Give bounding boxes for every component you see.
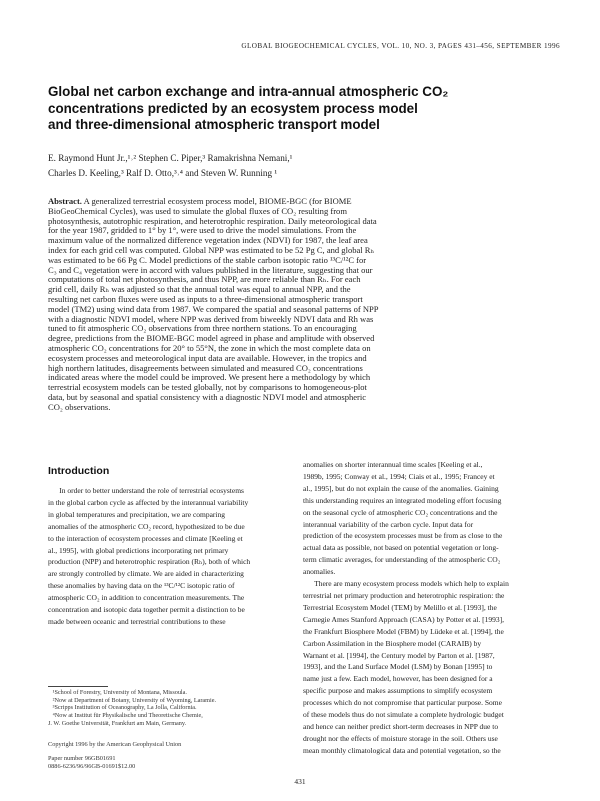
page-number: 431 <box>294 777 306 786</box>
abstract-line: tuned to fit atmospheric CO₂ observations from three northern stations. To an encouraging <box>48 324 357 334</box>
abstract-line: maximum value of the normalized difference vegetation index (NDVI) for 1987, the leaf area <box>48 236 368 246</box>
abstract-label: Abstract. <box>48 197 82 206</box>
body-text-line: concentration and isotopic data together permit a distinction to be <box>48 605 245 615</box>
article-title <box>48 84 548 134</box>
title-line: and three-dimensional atmospheric transport model <box>48 117 380 132</box>
body-text-line: of these models thus do not simulate a complete hydrologic budget <box>303 710 504 720</box>
body-text-line: In order to better understand the role of terrestrial ecosystems <box>48 486 244 495</box>
body-text-line: al., 1995], with global predictions incorporating net primary <box>48 545 229 555</box>
body-text-line: drought nor the effects of moisture storage in the soil. Others use <box>303 733 498 743</box>
body-text-line: to the interaction of ecosystem processes and climate [Keeling et <box>48 533 243 543</box>
body-text-line: 1993], and the Land Surface Model (LSM) by Bonan [1995] to <box>303 662 493 672</box>
author-line: Charles D. Keeling,³ Ralf D. Otto,³˒⁴ and Steven W. Running ¹ <box>48 168 278 178</box>
body-text-line: in global temperatures and precipitation, we are comparing <box>48 509 226 519</box>
body-text-line: Warnant et al. [1994], the Century model by Parton et al. [1987, <box>303 650 495 660</box>
body-text-line: processes which do not compromise that particular purpose. Some <box>303 698 502 708</box>
body-text-line: actual data as possible, not based on potential vegetation or long- <box>303 543 499 553</box>
abstract-line: photosynthesis, autotrophic respiration, and heterotrophic respiration. Daily meteorological data <box>48 216 377 226</box>
body-text-line: 1989b, 1995; Conway et al., 1994; Ciais et al., 1995; Francey et <box>303 471 495 481</box>
abstract-line: model (TM2) using wind data from 1987. We compared the spatial and seasonal patterns of NPP <box>48 304 379 314</box>
footnote-rule <box>48 686 108 687</box>
body-text-line: anomalies on shorter interannual time scales [Keeling et al., <box>303 460 483 469</box>
paper-number: Paper number 96GB01691 <box>48 755 116 762</box>
body-text-line: made between oceanic and terrestrial contributions to these <box>48 616 226 626</box>
body-text-line: interannual variability of the carbon cycle. Input data for <box>303 519 474 529</box>
body-text-line: anomalies. <box>303 567 336 577</box>
abstract-text: A generalized terrestrial ecosystem process model, BIOME-BGC (for BIOME <box>83 197 352 206</box>
body-text-line: Carnegie Ames Stanford Approach (CASA) by Potter et al. [1993], <box>303 614 505 624</box>
body-text-line: Terrestrial Ecosystem Model (TEM) by Melillo et al. [1993], the <box>303 602 497 612</box>
body-text-line: in the global carbon cycle as affected by the interannual variability <box>48 497 249 507</box>
footnote-line: ⁴Now at Institut für Physikalische und Theoretische Chemie, <box>48 712 203 720</box>
body-text-line: al., 1995], but do not explain the cause of the anomalies. Gaining <box>303 483 499 493</box>
body-text-line: and hence can neither predict short-term decreases in NPP due to <box>303 721 499 731</box>
footnote-line: ¹School of Forestry, University of Montana, Missoula. <box>48 689 187 696</box>
body-text-line: specific purpose and makes assumptions to simplify ecosystem <box>303 686 493 696</box>
body-text-line: Carbon Assimilation in the Biosphere model (CARAIB) by <box>303 638 482 648</box>
abstract-line: indicated areas where the model could be improved. We present here a methodology by which <box>48 373 371 383</box>
abstract-line: CO₂ observations. <box>48 402 111 412</box>
body-text-line: term climatic averages, for understanding of the atmospheric CO₂ <box>303 555 501 565</box>
title-line: concentrations predicted by an ecosystem process model <box>48 100 418 116</box>
left-column-text <box>48 485 290 628</box>
body-text-line: terrestrial net primary production and heterotrophic respiration: the <box>303 590 505 600</box>
title-line: Global net carbon exchange and intra-annual atmospheric CO₂ <box>48 84 449 99</box>
abstract-line: was estimated to be 66 Pg C. Model predictions of the stable carbon isotopic ratio ¹³C/¹²C for <box>48 255 367 265</box>
body-text-line: name just a few. Each model, however, has been designed for a <box>303 674 493 684</box>
abstract-line: for the year 1987, gridded to 1° by 1°, were used to drive the model simulations. From the <box>48 226 357 236</box>
body-text-line: There are many ecosystem process models which help to explain <box>303 579 509 589</box>
abstract-line: ecosystem processes and meteorological input data are available. However, in the tropics and <box>48 353 367 363</box>
abstract-line: high northern latitudes, disagreements between simulated and measured CO₂ concentrations <box>48 363 363 373</box>
abstract-line: index for each grid cell was computed. Global NPP was estimated to be 52 Pg C, and global Rₕ <box>48 245 375 255</box>
abstract-line: grid cell, daily Rₕ was adjusted so that the annual total was equal to annual NPP, and the <box>48 285 351 295</box>
abstract-line: BioGeoChemical Cycles), was used to simulate the global fluxes of CO₂ resulting from <box>48 206 347 216</box>
body-text-line: atmospheric CO₂ in addition to concentration measurements. The <box>48 593 245 603</box>
right-column-text <box>303 459 553 757</box>
copyright-block <box>48 741 290 771</box>
copyright-line: Copyright 1996 by the American Geophysical Union <box>48 741 182 748</box>
body-text-line: anomalies of the atmospheric CO₂ record, hypothesized to be due <box>48 521 245 531</box>
section-heading-introduction: Introduction <box>48 465 110 477</box>
abstract-line: terrestrial ecosystem models can be tested globally, not by comparisons to homogeneous-plot <box>48 383 367 393</box>
abstract-line: resulting net carbon fluxes were used as inputs to a three-dimensional atmospheric transport <box>48 294 363 304</box>
abstract-line: atmospheric CO₂ concentrations for 20° to 55°N, the zone in which the most complete data on <box>48 343 371 353</box>
footnote-line: J. W. Goethe Universität, Frankfurt am Main, Germany. <box>48 719 187 727</box>
body-text-line: these anomalies by having data on the ¹³C/¹²C isotopic ratio of <box>48 581 235 591</box>
footnote-line: ²Now at Department of Botany, University of Wyoming, Laramie. <box>48 696 216 704</box>
abstract-line <box>48 197 548 207</box>
abstract-line: C₃ and C₄ vegetation were in accord with values published in the literature, suggesting that our <box>48 265 373 275</box>
abstract <box>48 197 548 413</box>
body-text-line: the Frankfurt Biosphere Model (FBM) by Lüdeke et al. [1994], the <box>303 626 504 636</box>
abstract-line: degree, predictions from the BIOME-BGC model agreed in phase and amplitude with observed <box>48 334 375 344</box>
running-header: GLOBAL BIOGEOCHEMICAL CYCLES, VOL. 10, NO. 3, PAGES 431–456, SEPTEMBER 1996 <box>241 42 560 50</box>
body-text-line: mean monthly climatological data and potential vegetation, so the <box>303 745 501 755</box>
body-text-line: prediction of the ecosystem processes must be from as close to the <box>303 531 503 541</box>
abstract-line: computations of total net photosynthesis, and thus NPP, are more reliable than Rₕ. For each <box>48 275 361 285</box>
abstract-line: data, but by seasonal and spatial consistency with a diagnostic NDVI model and atmospheric <box>48 392 367 402</box>
issn-code: 0886-6236/96/96GB-01691$12.00 <box>48 763 136 770</box>
abstract-body <box>48 207 548 413</box>
footnote-line: ³Scripps Institution of Oceanography, La Jolla, California. <box>48 704 197 712</box>
body-text-line: production (NPP) and heterotrophic respiration (Rₕ), both of which <box>48 557 251 567</box>
body-text-line: this understanding requires an integrated modeling effort focusing <box>303 495 502 505</box>
author-line: E. Raymond Hunt Jr.,¹˒² Stephen C. Piper,³ Ramakrishna Nemani,¹ <box>48 153 293 163</box>
abstract-line: with a diagnostic NDVI model, where NPP was derived from biweekly NDVI data and Rh was <box>48 314 374 324</box>
body-text-line: on the seasonal cycle of atmospheric CO₂ concentrations and the <box>303 507 498 517</box>
author-list <box>48 151 548 181</box>
body-text-line: are strongly controlled by climate. We are aided in characterizing <box>48 569 244 579</box>
affiliation-footnotes <box>48 689 290 728</box>
